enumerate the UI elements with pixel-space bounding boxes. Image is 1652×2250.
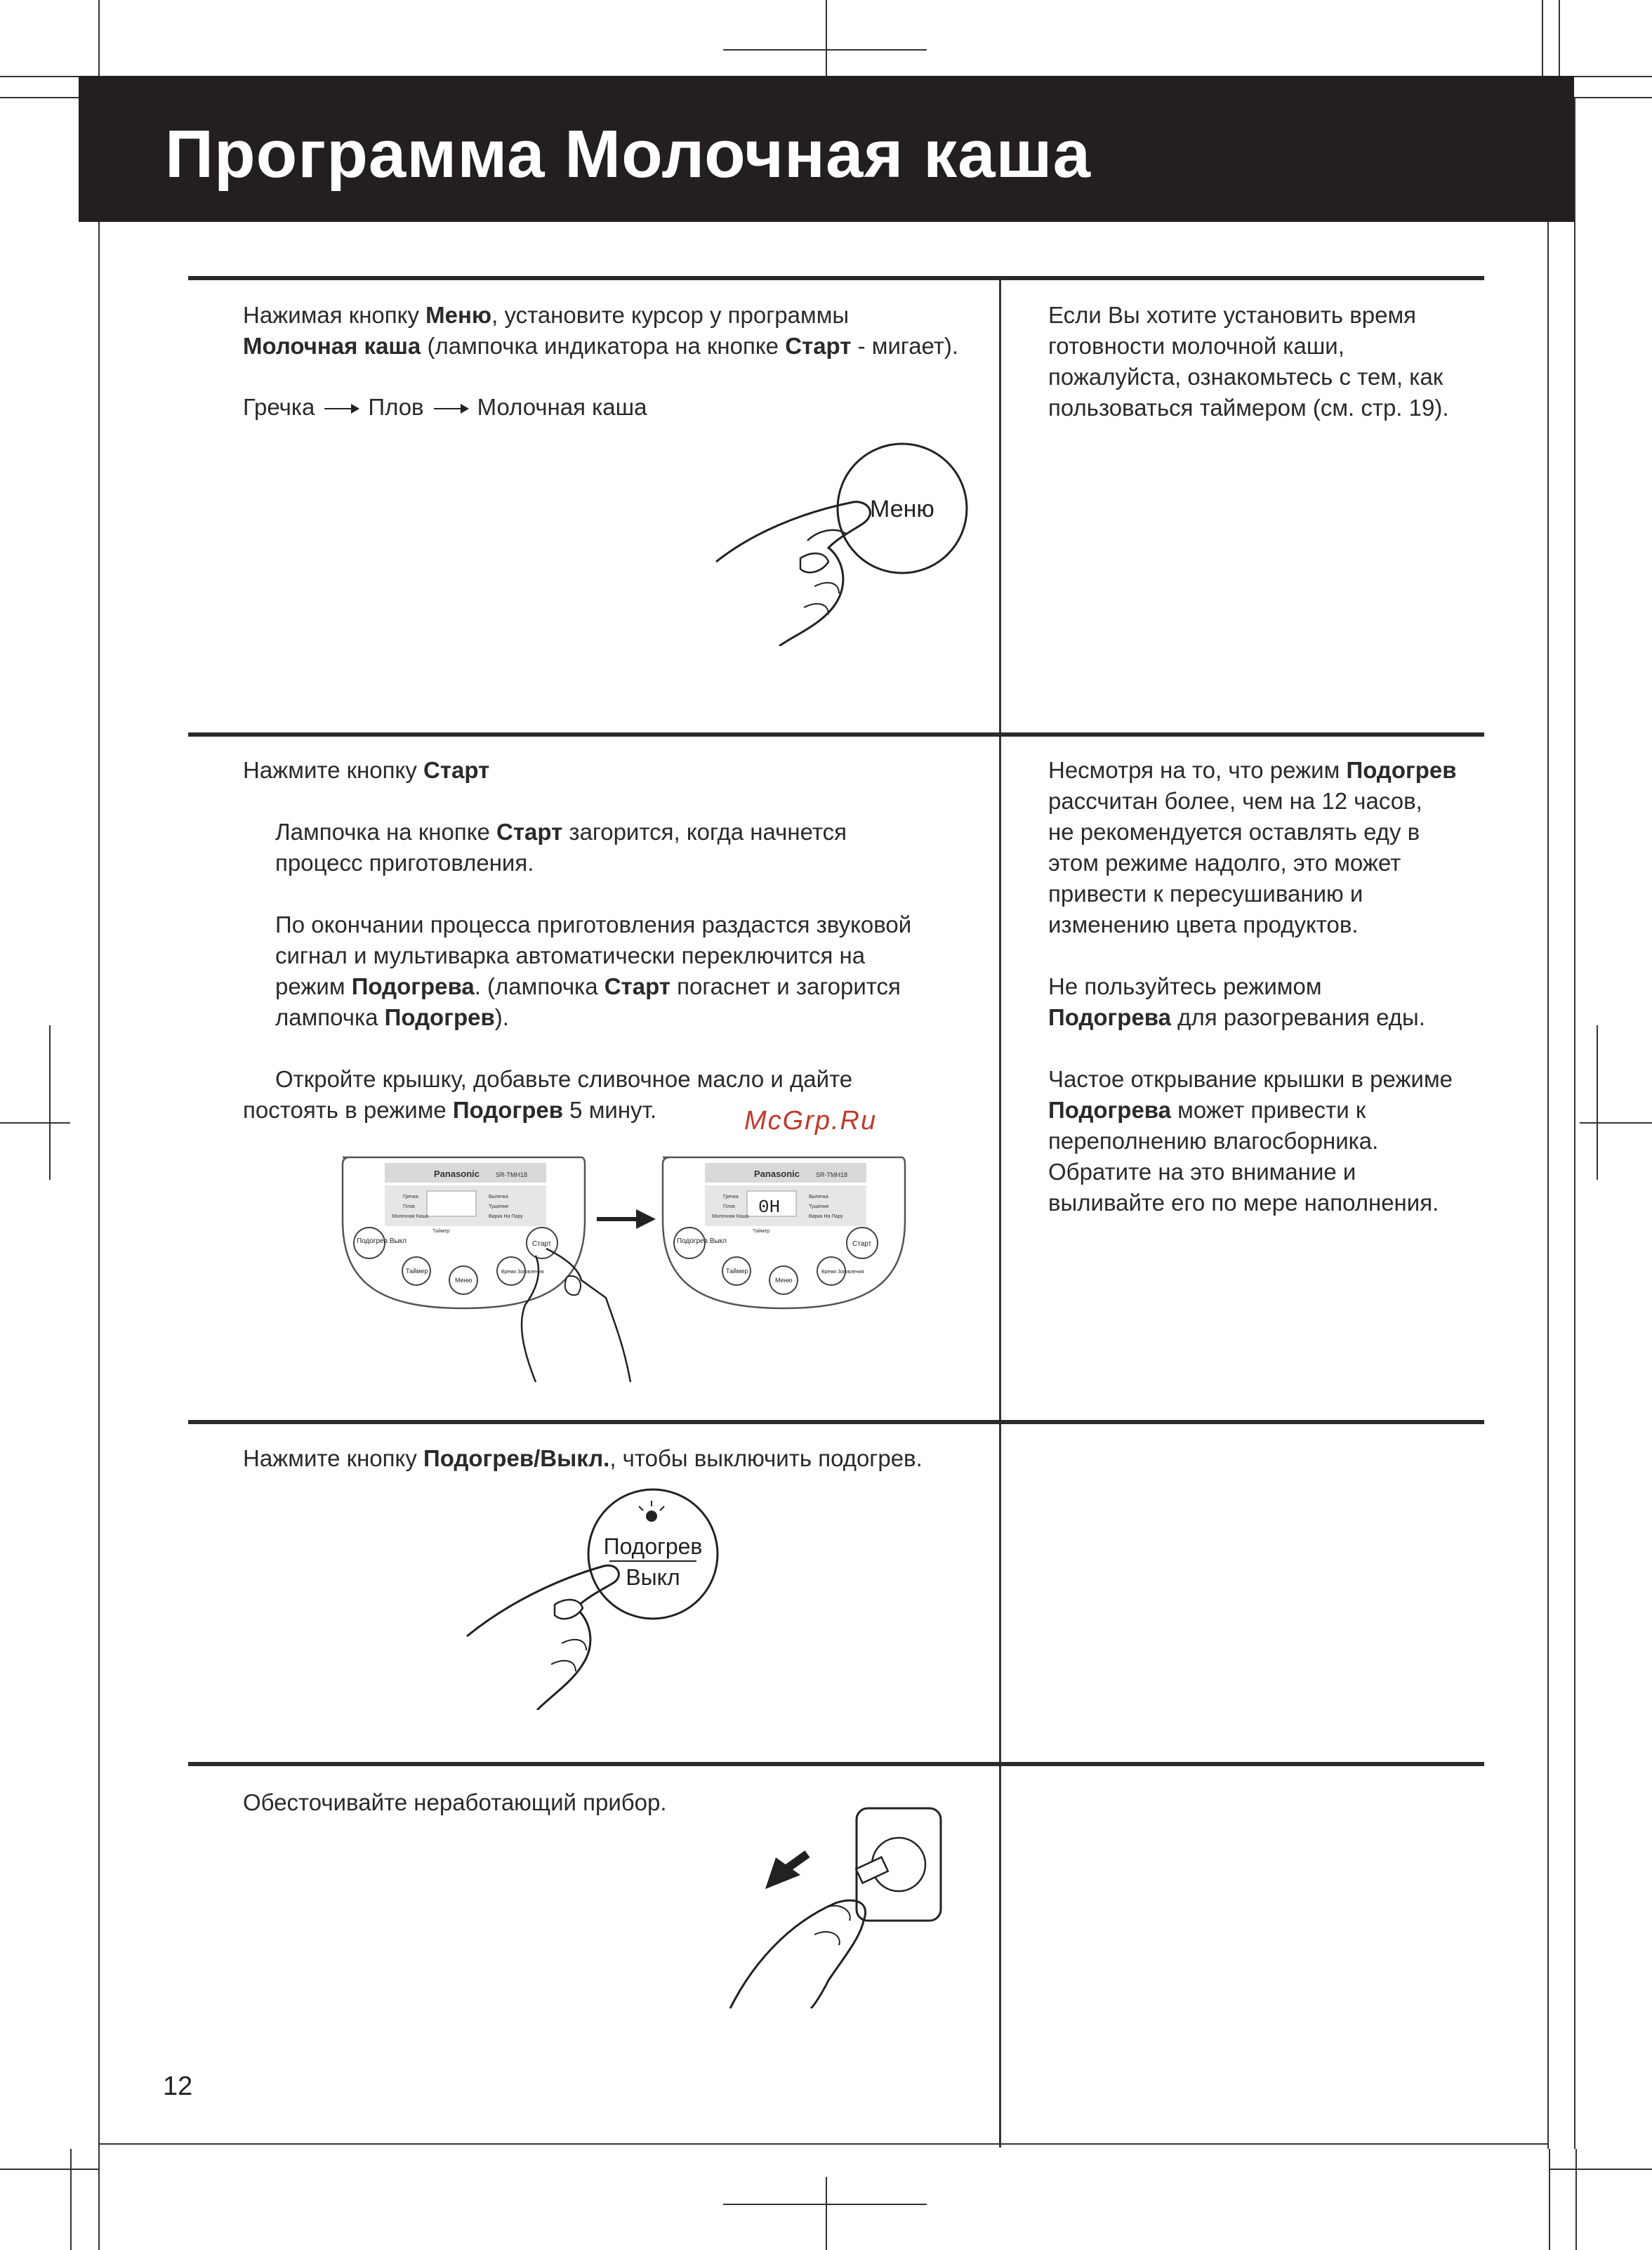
arrow-right-icon	[434, 408, 468, 409]
crop-mark	[0, 1122, 70, 1124]
step2-note-7: Не пользуйтесь режимом	[1048, 973, 1322, 999]
page-title: Программа Молочная каша	[165, 117, 1091, 192]
crop-mark	[0, 2169, 98, 2170]
step2-note-1: Несмотря на то, что режим Подогрев	[1048, 757, 1457, 783]
arrow-right-icon	[636, 1209, 656, 1229]
step2-note-12: Обратите на это внимание и	[1048, 1159, 1356, 1185]
crop-mark	[723, 2204, 927, 2205]
svg-text:Таймер: Таймер	[753, 1229, 770, 1234]
step2-note-3: не рекомендуется оставлять еду в	[1048, 819, 1420, 845]
step4-line1: Обесточивайте неработающий прибор.	[243, 1789, 667, 1815]
step2-note-5: привести к пересушиванию и	[1048, 881, 1363, 907]
step2-note-9: Частое открывание крышки в режиме	[1048, 1066, 1453, 1092]
unplug-illustration	[709, 1798, 948, 2008]
crop-mark	[0, 76, 79, 77]
step2-line8: Откройте крышку, добавьте сливочное масло и дайте	[275, 1066, 853, 1092]
svg-text:Подогрев Выкл: Подогрев Выкл	[677, 1237, 727, 1245]
crop-mark	[1549, 2169, 1652, 2170]
crop-mark	[1575, 2149, 1577, 2250]
step2-note-8: Подогрева для разогревания еды.	[1048, 1004, 1425, 1030]
step1-note-3: пожалуйста, ознакомьтесь с тем, как	[1048, 364, 1443, 390]
step2-line6: режим Подогрева. (лампочка Старт погаснет и загорится	[275, 973, 901, 999]
crop-mark	[1574, 97, 1652, 98]
svg-text:Panasonic: Panasonic	[754, 1169, 800, 1179]
svg-text:Плов: Плов	[403, 1204, 415, 1209]
control-panel-after	[663, 1157, 905, 1308]
page-border	[98, 218, 100, 2149]
svg-text:Подогрев Выкл: Подогрев Выкл	[357, 1237, 407, 1245]
svg-text:SR-TMH18: SR-TMH18	[816, 1171, 848, 1178]
step1-note-1: Если Вы хотите установить время	[1048, 302, 1417, 328]
svg-text:Варка На Пару: Варка На Пару	[809, 1214, 843, 1219]
crop-mark	[1559, 0, 1560, 76]
warm-off-button-illustration	[456, 1478, 751, 1710]
svg-text:Старт: Старт	[852, 1240, 872, 1248]
crop-mark	[1597, 1025, 1598, 1180]
crop-mark	[1542, 0, 1543, 76]
crop-mark	[98, 0, 100, 76]
svg-text:Время Зоговления: Время Зоговления	[821, 1270, 864, 1275]
section-divider	[188, 276, 1484, 280]
svg-text:Молочная Каша: Молочная Каша	[392, 1214, 429, 1219]
step2-note-10: Подогрева может привести к	[1048, 1097, 1366, 1123]
svg-text:Таймер: Таймер	[432, 1229, 450, 1234]
control-panel-illustration	[336, 1150, 953, 1403]
svg-text:Варка На Пару: Варка На Пару	[489, 1214, 523, 1219]
svg-text:Выпечка: Выпечка	[809, 1195, 828, 1199]
brand-label: Panasonic	[434, 1169, 480, 1179]
crop-mark	[723, 49, 927, 51]
crop-mark	[49, 1025, 51, 1180]
svg-text:Старт: Старт	[532, 1240, 552, 1248]
step1-note-4: пользоваться таймером (см. стр. 19).	[1048, 395, 1449, 421]
menu-button-illustration	[702, 435, 997, 646]
arrow-right-icon	[324, 408, 358, 409]
page-border	[1574, 98, 1575, 2149]
svg-text:Гречка: Гречка	[403, 1195, 418, 1199]
crop-mark	[70, 2149, 72, 2250]
step1-line1: Нажимая кнопку Меню, установите курсор у программы	[243, 302, 850, 328]
svg-text:Выкл: Выкл	[626, 1565, 680, 1590]
control-panel-before	[343, 1157, 630, 1382]
column-divider	[999, 279, 1001, 2147]
step2-note-2: рассчитан более, чем на 12 часов,	[1048, 788, 1422, 814]
page-border	[98, 2143, 1549, 2145]
svg-text:Меню: Меню	[775, 1277, 793, 1284]
step1-note-2: готовности молочной каши,	[1048, 333, 1344, 359]
display-value: 0H	[758, 1197, 781, 1218]
program-sequence: Гречка Плов Молочная каша	[243, 394, 647, 420]
crop-mark	[98, 2149, 100, 2250]
hand-icon	[467, 1565, 619, 1710]
svg-text:Подогрев: Подогрев	[603, 1534, 703, 1559]
watermark: McGrp.Ru	[744, 1106, 878, 1136]
crop-mark	[826, 2177, 827, 2250]
step2-note-4: этом режиме надолго, это может	[1048, 850, 1401, 876]
section-divider	[188, 1420, 1484, 1424]
svg-text:Плов: Плов	[723, 1204, 735, 1209]
section-divider	[188, 732, 1484, 737]
svg-text:Выпечка: Выпечка	[489, 1195, 508, 1199]
step2-line7: лампочка Подогрев).	[275, 1004, 509, 1030]
crop-mark	[1574, 76, 1652, 77]
svg-text:Молочная Каша: Молочная Каша	[712, 1214, 749, 1219]
step2-line2: Лампочка на кнопке Старт загорится, когда начнется	[275, 819, 847, 845]
step2-line9: постоять в режиме Подогрев 5 минут.	[243, 1097, 657, 1123]
hand-icon	[730, 1900, 866, 2008]
svg-text:Тушение: Тушение	[489, 1204, 509, 1209]
step2-line1: Нажмите кнопку Старт	[243, 757, 490, 783]
crop-mark	[826, 0, 827, 76]
svg-text:Меню: Меню	[455, 1277, 473, 1284]
section-divider	[188, 1762, 1484, 1766]
svg-text:Таймер: Таймер	[726, 1268, 748, 1275]
step2-note-13: выливайте его по мере наполнения.	[1048, 1190, 1439, 1216]
crop-mark	[1580, 1122, 1652, 1124]
svg-text:Таймер: Таймер	[406, 1268, 428, 1275]
step2-line4: По окончании процесса приготовления раздастся звуковой	[275, 912, 912, 938]
indicator-light-icon	[646, 1511, 657, 1522]
crop-mark	[0, 97, 79, 98]
page-number: 12	[163, 2072, 193, 2101]
svg-text:Время Зоговления: Время Зоговления	[501, 1270, 544, 1275]
step2-line5: сигнал и мультиварка автоматически переключится на	[275, 942, 866, 968]
step2-note-11: переполнению влагосборника.	[1048, 1128, 1379, 1154]
page-border	[1547, 98, 1549, 2149]
crop-mark	[1549, 2149, 1550, 2250]
step3-line1: Нажмите кнопку Подогрев/Выкл., чтобы выключить подогрев.	[243, 1445, 923, 1471]
step2-note-6: изменению цвета продуктов.	[1048, 912, 1359, 938]
svg-text:Гречка: Гречка	[723, 1195, 739, 1199]
menu-button-label: Меню	[870, 496, 934, 522]
step2-line3: процесс приготовления.	[275, 850, 534, 876]
model-label: SR-TMH18	[496, 1171, 528, 1178]
svg-text:Тушение: Тушение	[809, 1204, 829, 1209]
step1-line2: Молочная каша (лампочка индикатора на кнопке Старт - мигает).	[243, 333, 959, 359]
